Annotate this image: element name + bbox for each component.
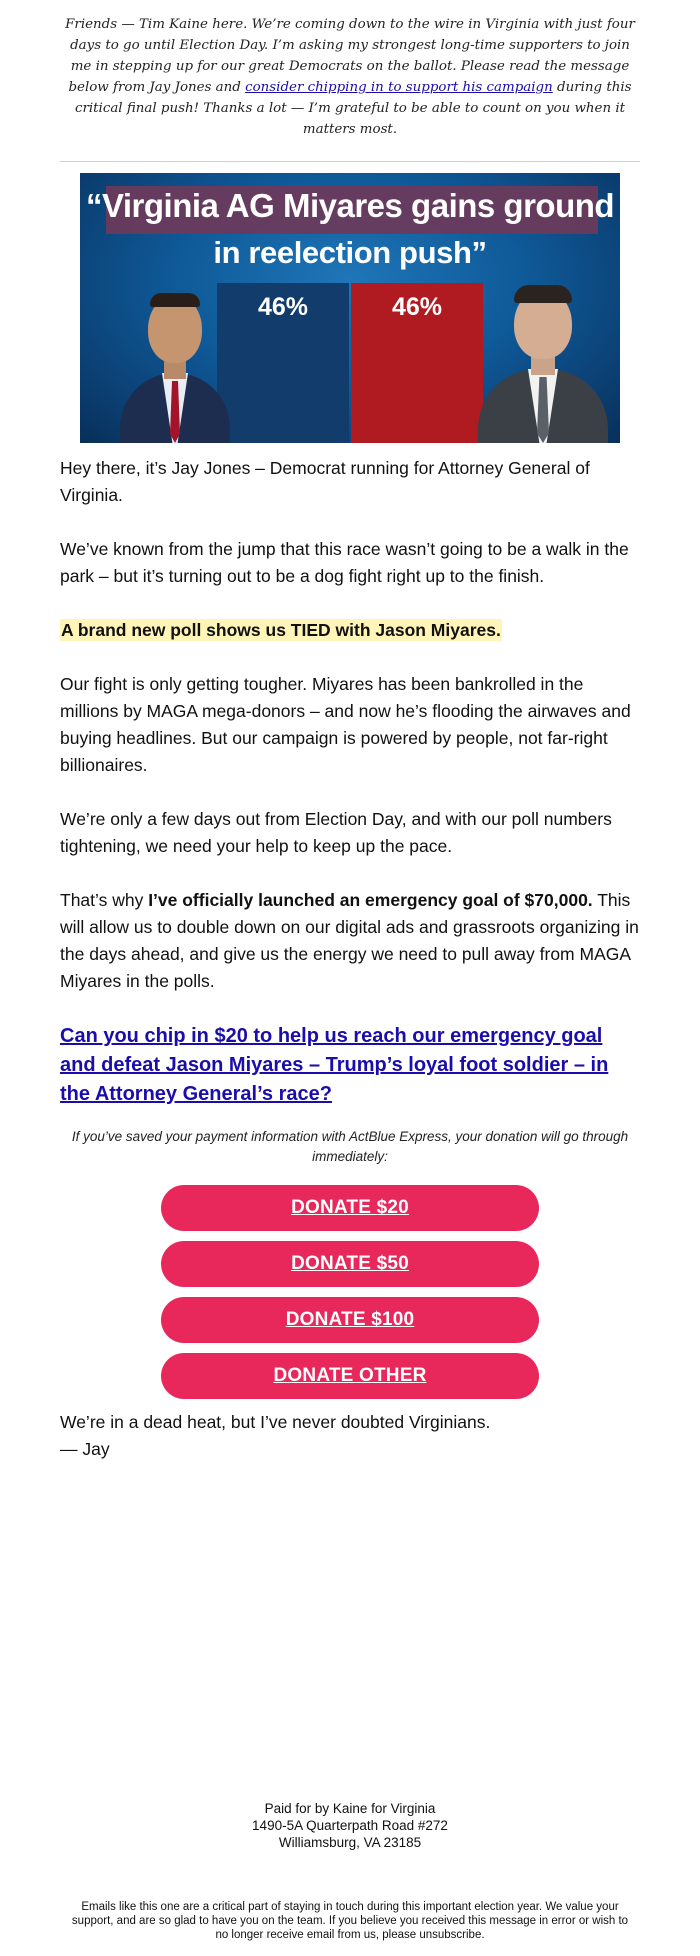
paragraph-emergency-goal [60, 887, 640, 995]
hero-headline-line1: “Virginia AG Miyares gains ground [85, 187, 615, 224]
paragraph-fight: Our fight is only getting tougher. Miyares has been bankrolled in the millions by MAGA mega-donors – and now he’s flooding the airwaves and buying headlines. But our campaign is powered by people, not far-right billionaires. [60, 674, 631, 775]
paragraph-election-day: We’re only a few days out from Election Day, and with our poll numbers tightening, we need your help to keep up the pace. [60, 809, 612, 856]
poll-percent-jones: 46% [257, 293, 309, 321]
unsubscribe-fine-print: Emails like this one are a critical part of staying in touch during this important election year. We value your support, and are so glad to have you on the team. If you believe you received this message in error or wish to no longer receive email from us, please unsubscribe. [71, 1901, 629, 1941]
paragraph-poll-highlight [60, 617, 640, 644]
portrait-jay-jones [120, 273, 230, 443]
chip-in-cta-link[interactable]: Can you chip in $20 to help us reach our emergency goal and defeat Jason Miyares – Trump’s loyal foot soldier – in the Attorney General’s race? [60, 1025, 609, 1105]
donate-20-button[interactable]: DONATE $20 [161, 1185, 539, 1231]
email-body [60, 0, 640, 1463]
goal-text-bold: I’ve officially launched an emergency goal of $70,000. [148, 890, 593, 910]
address-line-1: 1490-5A Quarterpath Road #272 [252, 1818, 448, 1833]
intro-text-after: during this critical final push! Thanks a lot — I’m grateful to be able to count on you when it matters most. [74, 80, 632, 137]
paragraph-intro: Hey there, it’s Jay Jones – Democrat running for Attorney General of Virginia. [60, 458, 590, 505]
poll-percent-miyares: 46% [391, 293, 443, 321]
signature: — Jay [60, 1439, 110, 1459]
actblue-express-note: If you’ve saved your payment information with ActBlue Express, your donation will go through immediately: [71, 1129, 629, 1164]
poll-bar-miyares [351, 283, 483, 443]
signoff-line: We’re in a dead heat, but I’ve never doubted Virginians. [60, 1412, 491, 1432]
portrait-jason-miyares [478, 268, 608, 443]
paragraph-race: We’ve known from the jump that this race wasn’t going to be a walk in the park – but it’s turning out to be a dog fight right up to the finish. [60, 539, 629, 586]
paid-for-line: Paid for by Kaine for Virginia [264, 1801, 436, 1816]
address-line-2: Williamsburg, VA 23185 [278, 1835, 422, 1850]
poll-bar-jones [217, 283, 349, 443]
poll-hero-image [80, 173, 620, 443]
poll-highlight: A brand new poll shows us TIED with Jason Miyares. [61, 620, 501, 640]
donate-50-button[interactable]: DONATE $50 [161, 1241, 539, 1287]
hero-headline-line2: in reelection push” [213, 235, 487, 270]
donate-100-button[interactable]: DONATE $100 [161, 1297, 539, 1343]
kaine-intro-message [60, 14, 640, 140]
donate-other-button[interactable]: DONATE OTHER [161, 1353, 539, 1399]
support-campaign-link[interactable]: consider chipping in to support his campaign [245, 80, 553, 95]
divider [60, 161, 640, 162]
paid-for-disclaimer [0, 1800, 700, 1851]
goal-text-before: That’s why [60, 890, 149, 910]
signoff [60, 1409, 640, 1463]
intro-text-before: Friends — Tim Kaine here. We’re coming down to the wire in Virginia with just four days to go until Election Day. I’m asking my strongest long-time supporters to join me in stepping up for our great Democrats on the ballot. Please read the message below from Jay Jones and [65, 17, 635, 95]
goal-text-after: This will allow us to double down on our digital ads and grassroots organizing in the days ahead, and give us the energy we need to pull away from MAGA Miyares in the polls. [60, 890, 639, 991]
